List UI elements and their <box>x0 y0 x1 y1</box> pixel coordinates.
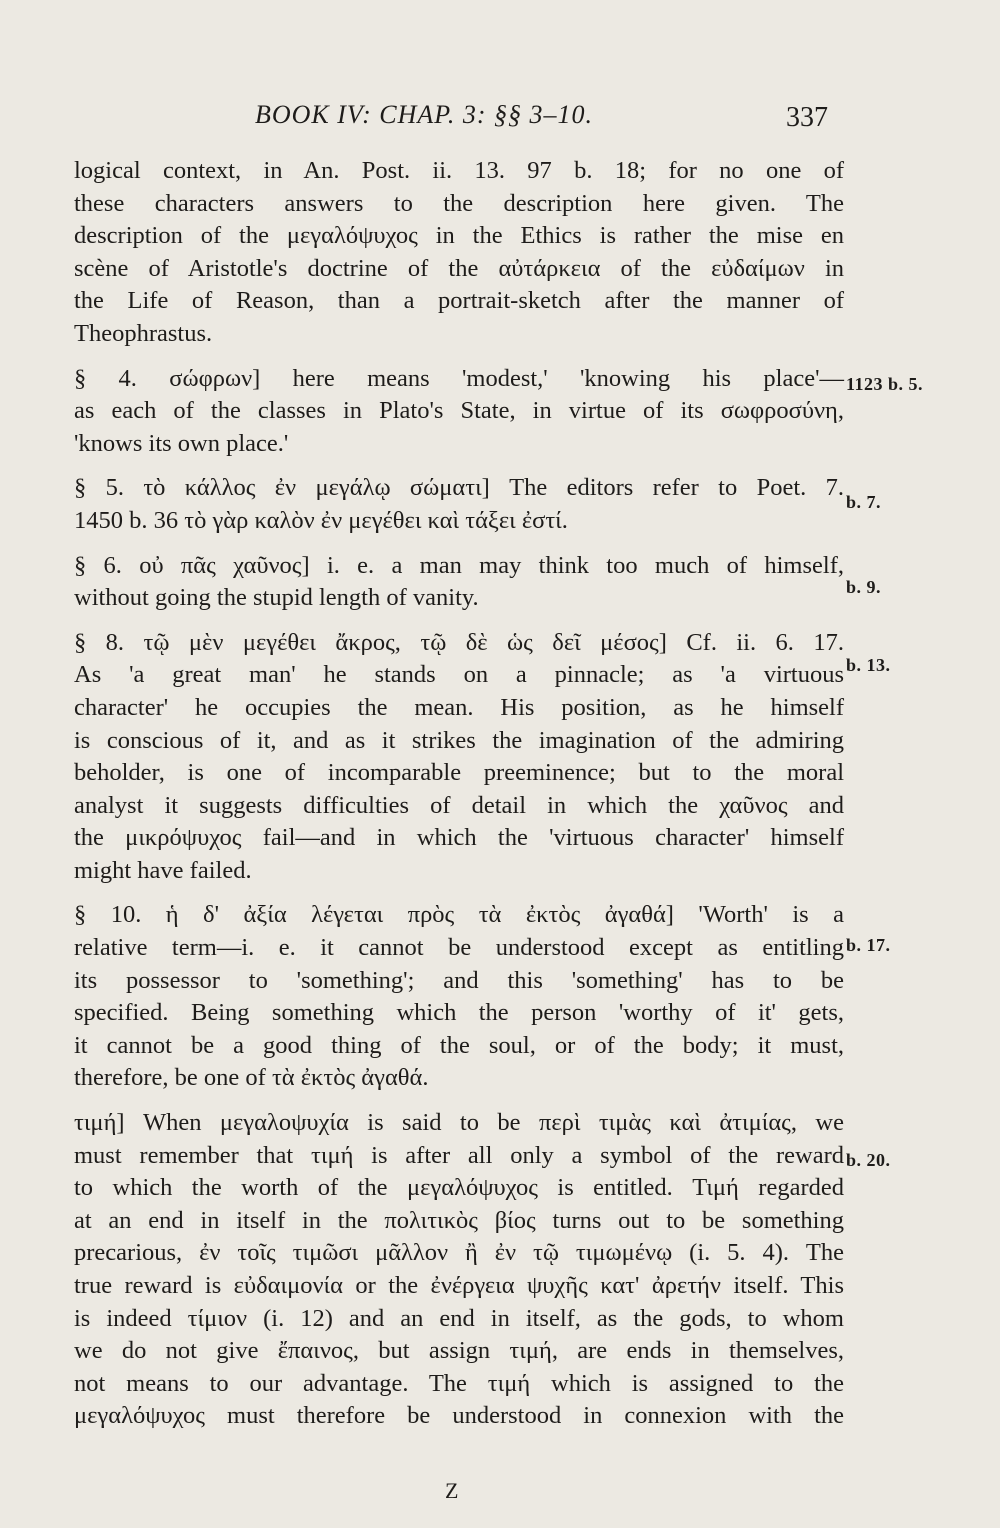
text-line: § 5. τὸ κάλλος ἐν μεγάλῳ σώματι] The editors refer to Poet. 7. <box>74 474 844 502</box>
margin-reference: b. 13. <box>846 655 891 675</box>
signature-mark: Z <box>445 1478 459 1503</box>
margin-reference: b. 7. <box>846 492 882 512</box>
text-line: as each of the classes in Plato's State, in virtue of its σωφροσύνη, <box>74 397 844 425</box>
text-line: beholder, is one of incomparable preeminence; but to the moral <box>74 759 844 787</box>
text-line: Theophrastus. <box>74 319 213 347</box>
text-line: without going the stupid length of vanity. <box>74 584 479 612</box>
text-line: its possessor to 'something'; and this 'something' has to be <box>74 966 844 994</box>
text-line: character' he occupies the mean. His position, as he himself <box>74 693 844 721</box>
text-line: at an end in itself in the πολιτικὸς βίος turns out to be something <box>74 1206 844 1234</box>
text-line: As 'a great man' he stands on a pinnacle; as 'a virtuous <box>74 661 844 689</box>
text-line: to which the worth of the μεγαλόψυχος is entitled. Τιμή regarded <box>74 1174 844 1202</box>
running-head: BOOK IV: CHAP. 3: §§ 3–10. <box>255 100 593 129</box>
text-line: τιμή] When μεγαλοψυχία is said to be περὶ τιμὰς καὶ ἀτιμίας, we <box>74 1109 844 1137</box>
text-line: relative term—i. e. it cannot be understood except as entitling <box>74 934 844 962</box>
margin-reference: b. 20. <box>846 1150 891 1170</box>
text-line: 1450 b. 36 τὸ γὰρ καλὸν ἐν μεγέθει καὶ τάξει ἐστί. <box>74 506 568 534</box>
text-line: μεγαλόψυχος must therefore be understood in connexion with the <box>74 1402 844 1430</box>
text-line: the μικρόψυχος fail—and in which the 'virtuous character' himself <box>74 824 844 852</box>
text-line: analyst it suggests difficulties of detail in which the χαῦνος and <box>74 791 844 819</box>
text-line: the Life of Reason, than a portrait-sketch after the manner of <box>74 287 844 315</box>
text-line: is indeed τίμιον (i. 12) and an end in itself, as the gods, to whom <box>74 1304 844 1332</box>
margin-reference: b. 17. <box>846 935 891 955</box>
text-line: is conscious of it, and as it strikes the imagination of the admiring <box>74 726 844 754</box>
body-text <box>74 155 844 1433</box>
page-number: 337 <box>786 102 828 133</box>
text-line: precarious, ἐν τοῖς τιμῶσι μᾶλλον ἢ ἐν τῷ τιμωμένῳ (i. 5. 4). The <box>74 1239 844 1267</box>
margin-reference: 1123 b. 5. <box>846 374 924 394</box>
page-header <box>0 100 1000 140</box>
text-line: not means to our advantage. The τιμή which is assigned to the <box>74 1369 844 1397</box>
text-line: it cannot be a good thing of the soul, or of the body; it must, <box>74 1031 844 1059</box>
text-line: might have failed. <box>74 856 252 884</box>
text-line: we do not give ἔπαινος, but assign τιμή, are ends in themselves, <box>74 1337 844 1365</box>
text-line: § 10. ἡ δ' ἀξία λέγεται πρὸς τὰ ἐκτὸς ἀγαθά] 'Worth' is a <box>74 901 844 929</box>
text-line: therefore, be one of τὰ ἐκτὸς ἀγαθά. <box>74 1064 429 1092</box>
text-line: § 6. οὐ πᾶς χαῦνος] i. e. a man may think too much of himself, <box>74 551 844 579</box>
text-line: must remember that τιμή is after all only a symbol of the reward <box>74 1141 844 1169</box>
text-line: § 8. τῷ μὲν μεγέθει ἄκρος, τῷ δὲ ὡς δεῖ μέσος] Cf. ii. 6. 17. <box>74 628 844 656</box>
margin-reference: b. 9. <box>846 577 882 597</box>
text-line: § 4. σώφρων] here means 'modest,' 'knowing his place'— <box>74 364 844 392</box>
text-line: scène of Aristotle's doctrine of the αὐτάρκεια of the εὐδαίμων in <box>74 254 844 282</box>
text-line: specified. Being something which the person 'worthy of it' gets, <box>74 999 844 1027</box>
text-line: these characters answers to the description here given. The <box>74 189 844 217</box>
text-line: true reward is εὐδαιμονία or the ἐνέργεια ψυχῆς κατ' ἀρετήν itself. This <box>74 1272 844 1299</box>
text-line: 'knows its own place.' <box>74 429 289 457</box>
text-line: logical context, in An. Post. ii. 13. 97 b. 18; for no one of <box>74 157 844 184</box>
text-line: description of the μεγαλόψυχος in the Ethics is rather the mise en <box>74 222 844 250</box>
